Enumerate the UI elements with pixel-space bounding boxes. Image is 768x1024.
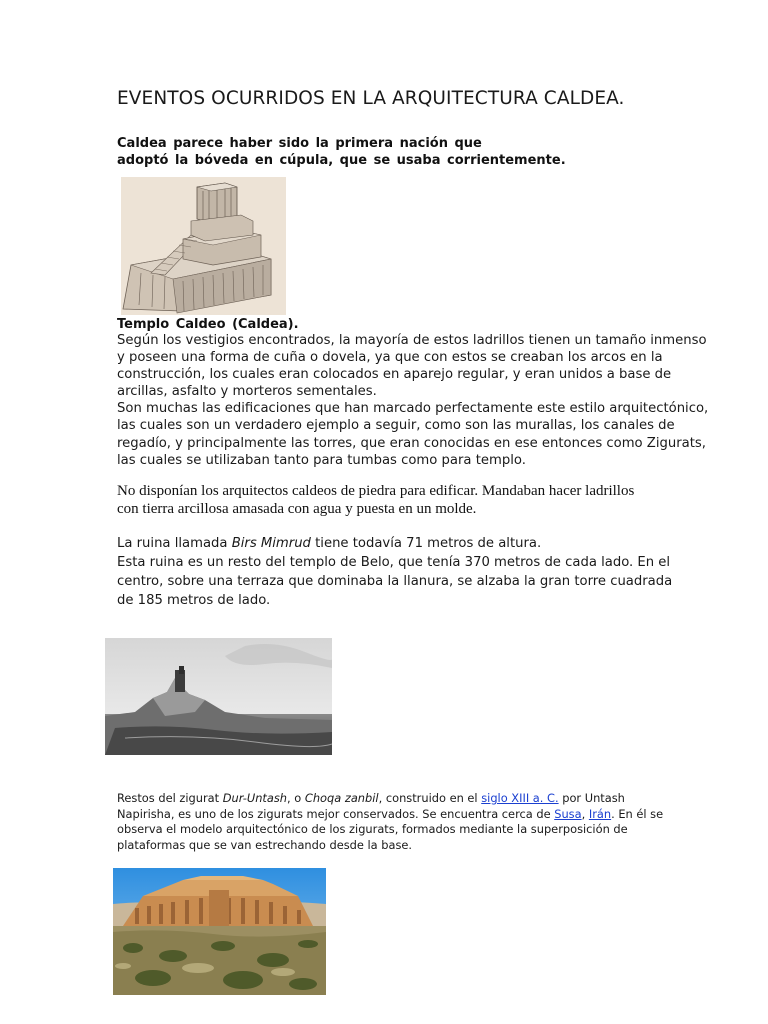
serif-line: con tierra arcillosa amasada con agua y puesta en un molde. (117, 500, 477, 517)
zigurat-alt-name: Choqa zanbil (304, 791, 379, 805)
zigurat-line (117, 791, 637, 807)
ruina-post: tiene todavía 71 metros de altura. (310, 536, 542, 551)
para-line: Son muchas las edificaciones que han marcado perfectamente este estilo arquitectónico, (117, 401, 709, 417)
zigurat-text: , construido en el (378, 791, 482, 805)
ruina-pre: La ruina llamada (117, 536, 232, 551)
para-line: arcillas, asfalto y morteros sementales. (117, 384, 377, 400)
temple-caption: Templo Caldeo (Caldea). (117, 317, 299, 332)
ziggurat-photo (113, 868, 326, 995)
para-line: Según los vestigios encontrados, la mayoría de estos ladrillos tienen un tamaño inmenso (117, 333, 707, 348)
zigurat-name: Dur-Untash (222, 791, 288, 805)
zigurat-line: plataformas que se van estrechando desde la base. (117, 837, 413, 852)
zigurat-text: Napirisha, es uno de los zigurats mejor conservados. Se encuentra cerca de (117, 806, 555, 821)
ruin-photo (105, 638, 332, 755)
para-line: las cuales son un verdadero ejemplo a seguir, como son las murallas, los canales de (117, 418, 675, 434)
zigurat-text: . En él se (611, 806, 664, 821)
ruina-line: de 185 metros de lado. (117, 593, 271, 608)
ruina-line (117, 534, 677, 553)
vestigios-paragraph (117, 332, 709, 469)
ruina-line: centro, sobre una terraza que dominaba la llanura, se alzaba la gran torre cuadrada (117, 574, 673, 589)
zigurat-line: observa el modelo arquitectónico de los zigurats, formados mediante la superposición de (117, 822, 628, 837)
page-title: EVENTOS OCURRIDOS EN LA ARQUITECTURA CALDEA. (117, 88, 625, 109)
zigurat-line (117, 806, 664, 823)
intro-line-1: Caldea parece haber sido la primera nación que (117, 136, 482, 151)
ladrillos-paragraph (117, 483, 677, 518)
zigurat-text: , (581, 806, 589, 821)
para-line: y poseen una forma de cuña o dovela, ya que con estos se creaban los arcos en la (117, 350, 663, 366)
para-line: las cuales se utilizaban tanto para tumbas como para templo. (117, 452, 526, 468)
intro-line-2: adoptó la bóveda en cúpula, que se usaba corrientemente. (117, 152, 566, 168)
ruina-paragraph (117, 534, 677, 610)
zigurat-paragraph (117, 791, 664, 853)
temple-illustration (121, 177, 286, 315)
iran-link[interactable]: Irán (588, 806, 612, 821)
para-line: regadío, y principalmente las torres, que eran conocidas en ese entonces como Zigurats, (117, 435, 706, 451)
zigurat-text: por Untash (558, 791, 625, 805)
zigurat-text: Restos del zigurat (117, 791, 223, 805)
ruina-name: Birs Mimrud (231, 536, 311, 551)
intro-text (117, 136, 677, 169)
serif-line: No disponían los arquitectos caldeos de piedra para edificar. Mandaban hacer ladrillos (117, 483, 635, 499)
para-line: construcción, los cuales eran colocados en aparejo regular, y eran unidos a base de (117, 367, 672, 383)
susa-link[interactable]: Susa (554, 806, 582, 821)
ruina-line: Esta ruina es un resto del templo de Belo, que tenía 370 metros de cada lado. En el (117, 555, 671, 570)
siglo-link[interactable]: siglo XIII a. C. (481, 791, 559, 805)
zigurat-text: , o (287, 791, 305, 805)
